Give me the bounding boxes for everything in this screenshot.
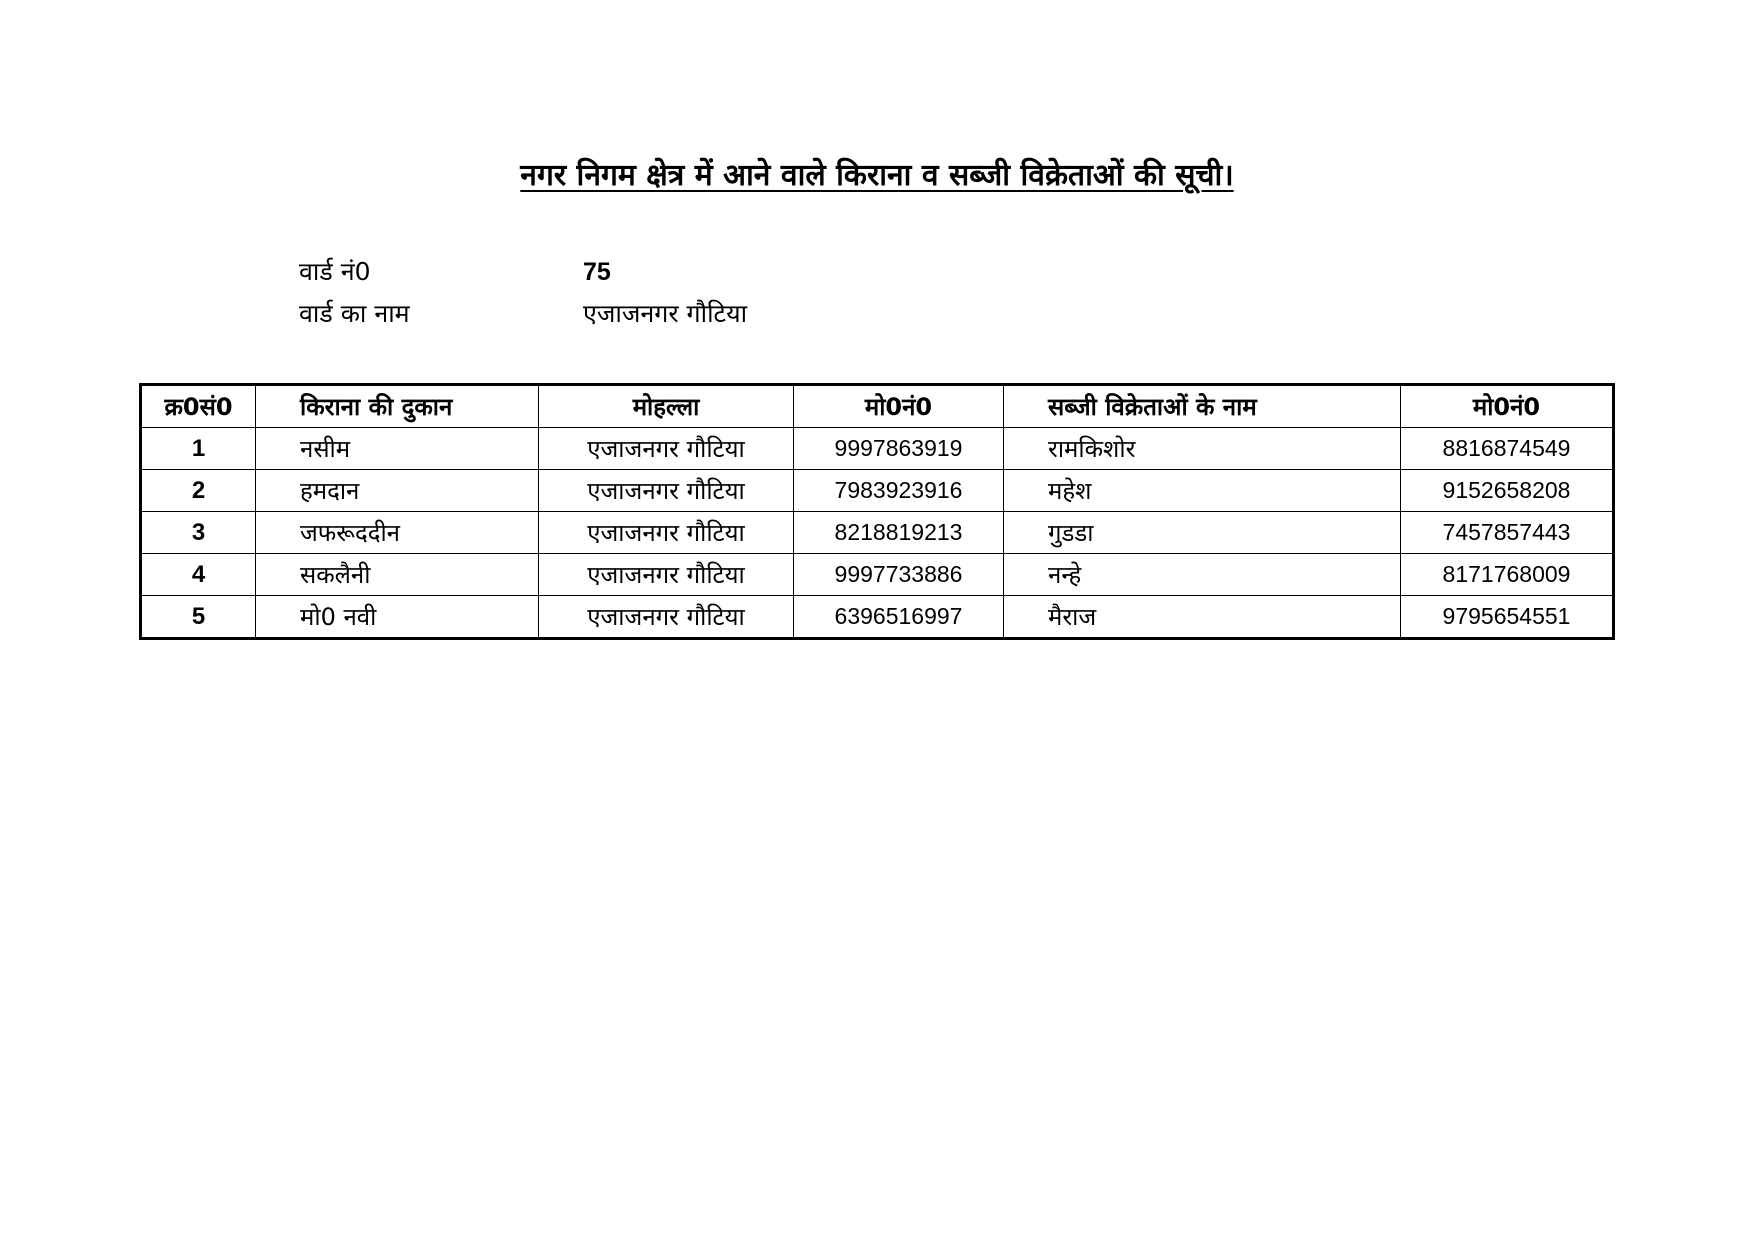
table-row bbox=[141, 554, 1614, 596]
shop-name-cell: सकलैनी bbox=[256, 554, 539, 596]
table-row bbox=[141, 596, 1614, 639]
serial-cell: 1 bbox=[141, 428, 256, 470]
serial-cell: 2 bbox=[141, 470, 256, 512]
shop-mobile-cell: 8218819213 bbox=[794, 512, 1004, 554]
vendor-mobile-cell: 7457857443 bbox=[1401, 512, 1614, 554]
table-row bbox=[141, 512, 1614, 554]
table-header-row bbox=[141, 385, 1614, 428]
header-mohalla: मोहल्ला bbox=[539, 385, 794, 428]
mohalla-cell: एजाजनगर गौटिया bbox=[539, 512, 794, 554]
mohalla-cell: एजाजनगर गौटिया bbox=[539, 554, 794, 596]
serial-cell: 4 bbox=[141, 554, 256, 596]
serial-cell: 3 bbox=[141, 512, 256, 554]
vendor-mobile-cell: 8171768009 bbox=[1401, 554, 1614, 596]
mohalla-cell: एजाजनगर गौटिया bbox=[539, 470, 794, 512]
shop-mobile-cell: 7983923916 bbox=[794, 470, 1004, 512]
shop-mobile-cell: 6396516997 bbox=[794, 596, 1004, 639]
serial-cell: 5 bbox=[141, 596, 256, 639]
shop-name-cell: मो0 नवी bbox=[256, 596, 539, 639]
header-serial: क्र0सं0 bbox=[141, 385, 256, 428]
shop-mobile-cell: 9997863919 bbox=[794, 428, 1004, 470]
ward-name-value: एजाजनगर गौटिया bbox=[583, 299, 748, 328]
page-title-text: नगर निगम क्षेत्र में आने वाले किराना व सब्जी विक्रेताओं की सूची। bbox=[520, 158, 1234, 193]
vegetable-vendor-cell: नन्हे bbox=[1004, 554, 1401, 596]
shop-name-cell: हमदान bbox=[256, 470, 539, 512]
ward-name-label: वार्ड का नाम bbox=[299, 299, 410, 328]
header-shop-mobile: मो0नं0 bbox=[794, 385, 1004, 428]
vendor-mobile-cell: 8816874549 bbox=[1401, 428, 1614, 470]
header-vegetable-vendor: सब्जी विक्रेताओं के नाम bbox=[1004, 385, 1401, 428]
shop-name-cell: नसीम bbox=[256, 428, 539, 470]
ward-number-label: वार्ड नं0 bbox=[299, 257, 371, 286]
vendor-mobile-cell: 9152658208 bbox=[1401, 470, 1614, 512]
mohalla-cell: एजाजनगर गौटिया bbox=[539, 428, 794, 470]
header-shop: किराना की दुकान bbox=[256, 385, 539, 428]
vendor-list-table bbox=[139, 383, 1615, 640]
vegetable-vendor-cell: रामकिशोर bbox=[1004, 428, 1401, 470]
mohalla-cell: एजाजनगर गौटिया bbox=[539, 596, 794, 639]
table-row bbox=[141, 470, 1614, 512]
ward-number-value: 75 bbox=[583, 258, 611, 286]
vegetable-vendor-cell: महेश bbox=[1004, 470, 1401, 512]
page-title bbox=[0, 156, 1754, 196]
vendor-mobile-cell: 9795654551 bbox=[1401, 596, 1614, 639]
shop-mobile-cell: 9997733886 bbox=[794, 554, 1004, 596]
shop-name-cell: जफरूददीन bbox=[256, 512, 539, 554]
vegetable-vendor-cell: मैराज bbox=[1004, 596, 1401, 639]
header-vendor-mobile: मो0नं0 bbox=[1401, 385, 1614, 428]
vegetable-vendor-cell: गुडडा bbox=[1004, 512, 1401, 554]
table-row bbox=[141, 428, 1614, 470]
